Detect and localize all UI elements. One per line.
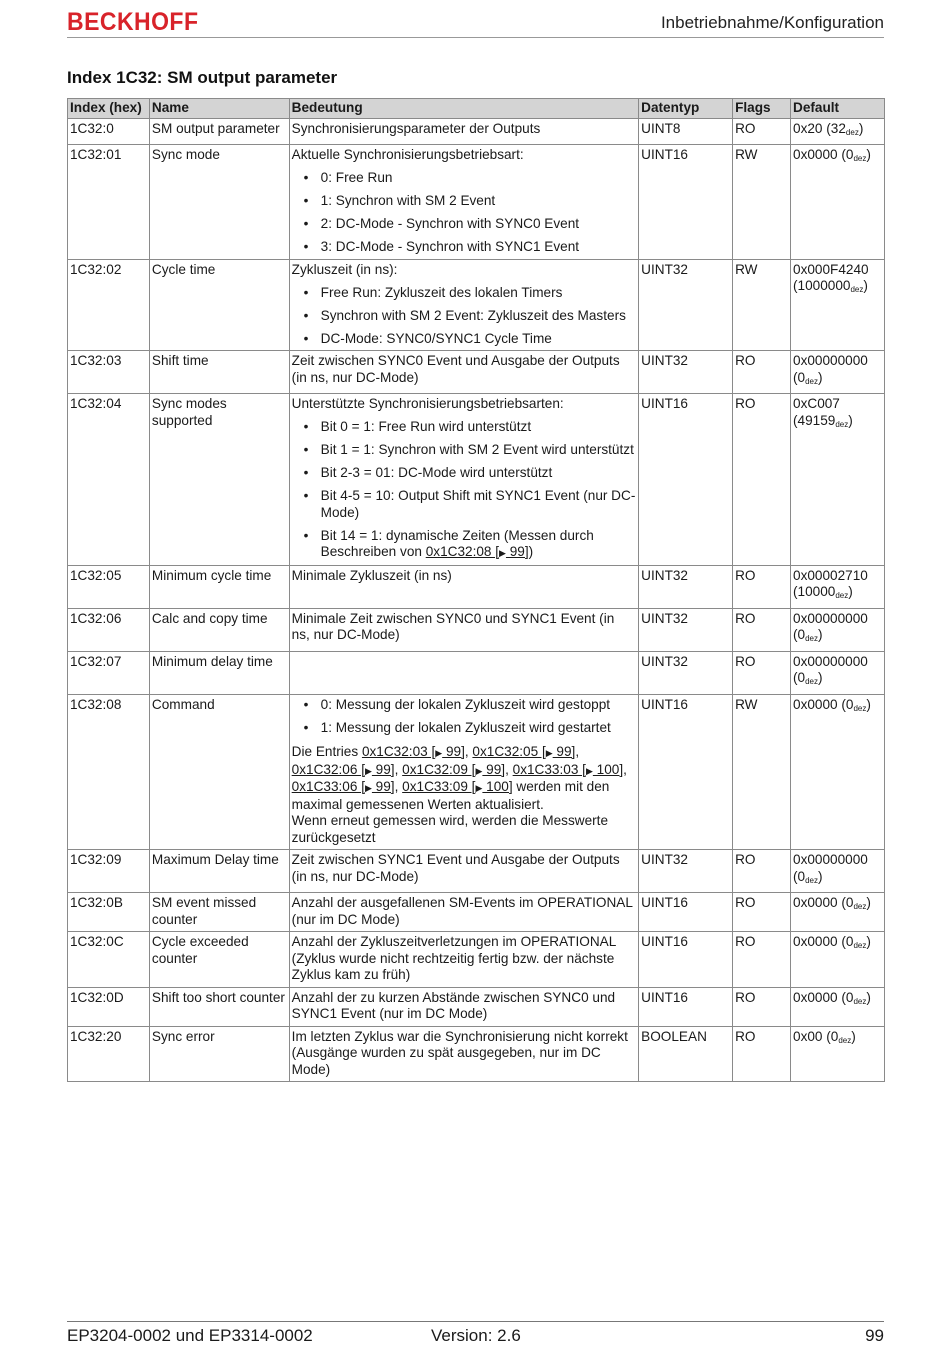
default-value: 0x0000 (0 <box>793 147 854 162</box>
dez-subscript: dez <box>835 419 849 429</box>
meaning-cell: Im letzten Zyklus war die Synchronisierung nicht korrekt (Ausgänge wurden zu spät ausgegeben, nur im DC Mode) <box>289 1026 638 1082</box>
default-cell <box>791 651 885 694</box>
name-cell: Calc and copy time <box>149 608 289 651</box>
datatype-cell: UINT32 <box>639 608 733 651</box>
flags-cell: RW <box>733 694 791 850</box>
column-header-default: Default <box>791 99 885 119</box>
default-cell <box>791 1026 885 1082</box>
default-decimal: (0 <box>793 868 806 884</box>
footer-product: EP3204-0002 und EP3314-0002 <box>67 1326 313 1345</box>
meaning-text: Aktuelle Synchronisierungsbetriebsart: <box>291 147 524 162</box>
default-decimal: (1000000 <box>793 278 851 293</box>
cross-reference-link[interactable] <box>362 744 465 759</box>
default-cell <box>791 850 885 893</box>
default-value: 0x0000 (0 <box>793 934 854 949</box>
default-value: 0x000F4240 <box>793 261 869 277</box>
meaning-cell: Zeit zwischen SYNC0 Event und Ausgabe der Outputs (in ns, nur DC-Mode) <box>289 351 638 394</box>
name-cell: Command <box>149 694 289 850</box>
meaning-cell: Minimale Zykluszeit (in ns) <box>289 565 638 608</box>
index-cell: 1C32:20 <box>68 1026 150 1082</box>
list-item: • Synchron with SM 2 Event: Zykluszeit des Masters <box>292 308 636 325</box>
list-item: • Bit 4-5 = 10: Output Shift mit SYNC1 Event (nur DC-Mode) <box>292 488 636 521</box>
index-cell: 1C32:03 <box>68 351 150 394</box>
default-close: ) <box>851 1028 856 1044</box>
dez-subscript: dez <box>805 677 819 686</box>
default-close: ) <box>818 627 823 642</box>
default-close: ) <box>866 989 871 1005</box>
table-row <box>68 259 885 351</box>
play-triangle-icon: ▶ <box>475 765 483 776</box>
column-header-meaning: Bedeutung <box>289 99 638 119</box>
play-triangle-icon: ▶ <box>475 783 483 793</box>
table-row <box>68 987 885 1026</box>
flags-cell: RW <box>733 259 791 351</box>
datatype-cell: UINT32 <box>639 565 733 608</box>
meaning-cell: Anzahl der ausgefallenen SM-Events im OPERATIONAL (nur im DC Mode) <box>289 893 638 932</box>
datatype-cell: UINT16 <box>639 893 733 932</box>
default-value: 0x00000000 <box>793 353 868 368</box>
datatype-cell: UINT16 <box>639 932 733 988</box>
table-row <box>68 651 885 694</box>
default-value: 0x00000000 <box>793 852 868 867</box>
meaning-cell: Minimale Zeit zwischen SYNC0 und SYNC1 Event (in ns, nur DC-Mode) <box>289 608 638 651</box>
table-row <box>68 351 885 394</box>
list-item-tail: ) <box>528 544 534 559</box>
table-row <box>68 565 885 608</box>
flags-cell: RO <box>733 932 791 988</box>
list-item: • Bit 0 = 1: Free Run wird unterstützt <box>292 419 636 436</box>
index-cell: 1C32:01 <box>68 145 150 260</box>
cross-reference-link[interactable] <box>426 544 529 559</box>
note-paragraph: Die Entries 0x1C32:03 [▶ 99], 0x1C32:05 [▶ 99], 0x1C32:06 [▶ 99], 0x1C32:09 [▶ 99], 0x1C33:03 [▶ 100], 0x1C33:06 [▶ 99], 0x1C33:09 [▶ 100] werden mit den maximal gemessenen Werten aktualisiert. Wenn erneut gemessen wird, werden die Messwerte zurückgesetzt <box>291 744 627 845</box>
default-close: ) <box>848 412 853 428</box>
play-triangle-icon: ▶ <box>364 765 372 776</box>
header-divider <box>67 37 884 38</box>
flags-cell: RO <box>733 351 791 394</box>
meaning-cell: Zeit zwischen SYNC1 Event und Ausgabe der Outputs (in ns, nur DC-Mode) <box>289 850 638 893</box>
flags-cell: RO <box>733 651 791 694</box>
datatype-cell: UINT16 <box>639 694 733 850</box>
name-cell: Shift too short counter <box>149 987 289 1026</box>
flags-cell: RO <box>733 394 791 566</box>
datatype-cell: UINT32 <box>639 850 733 893</box>
index-cell: 1C32:04 <box>68 394 150 566</box>
meaning-cell: Synchronisierungsparameter der Outputs <box>289 118 638 145</box>
index-cell: 1C32:09 <box>68 850 150 893</box>
name-cell: Shift time <box>149 351 289 394</box>
dez-subscript: dez <box>853 941 867 950</box>
page-number: 99 <box>865 1326 884 1345</box>
cross-reference-link[interactable] <box>472 744 575 759</box>
flags-cell: RO <box>733 118 791 145</box>
link-page: 100] <box>482 779 513 794</box>
table-row <box>68 694 885 850</box>
dez-subscript: dez <box>838 1035 852 1045</box>
name-cell: SM output parameter <box>149 118 289 145</box>
datatype-cell: UINT32 <box>639 651 733 694</box>
cross-reference-link[interactable] <box>402 762 505 777</box>
footer-version: Version: 2.6 <box>431 1326 521 1345</box>
default-decimal: (0 <box>793 670 806 685</box>
datatype-cell: BOOLEAN <box>639 1026 733 1082</box>
table-row <box>68 608 885 651</box>
dez-subscript: dez <box>853 996 867 1006</box>
default-close: ) <box>818 369 823 385</box>
dez-subscript: dez <box>853 154 867 163</box>
cross-reference-link[interactable] <box>292 762 395 777</box>
datatype-cell: UINT16 <box>639 987 733 1026</box>
default-cell <box>791 118 885 145</box>
table-row <box>68 850 885 893</box>
default-value: 0x0000 (0 <box>793 696 854 712</box>
name-cell: Sync mode <box>149 145 289 260</box>
play-triangle-icon: ▶ <box>499 548 506 558</box>
note-rest: werden mit den maximal gemessenen Werten aktualisiert. <box>291 779 610 812</box>
index-cell: 1C32:05 <box>68 565 150 608</box>
default-close: ) <box>848 584 853 599</box>
default-cell <box>791 145 885 260</box>
default-value: 0x00000000 <box>793 653 868 669</box>
default-close: ) <box>866 696 871 712</box>
default-close: ) <box>866 934 871 949</box>
list-item: • DC-Mode: SYNC0/SYNC1 Cycle Time <box>292 331 636 348</box>
list-item: • Bit 1 = 1: Synchron with SM 2 Event wird unterstützt <box>292 442 636 459</box>
default-value: 0x00002710 <box>793 567 868 583</box>
list-item: • 0: Messung der lokalen Zykluszeit wird gestoppt <box>292 697 636 714</box>
bullet-list <box>292 697 636 737</box>
link-page: 99] <box>552 744 576 759</box>
play-triangle-icon: ▶ <box>545 748 553 758</box>
datatype-cell: UINT8 <box>639 118 733 145</box>
dez-subscript: dez <box>853 902 867 911</box>
index-cell: 1C32:02 <box>68 259 150 351</box>
flags-cell: RO <box>733 565 791 608</box>
link-ref: 0x1C33:09 [ <box>402 779 476 794</box>
list-item: • 2: DC-Mode - Synchron with SYNC0 Event <box>292 216 636 233</box>
link-page: 99] <box>482 761 506 777</box>
dez-subscript: dez <box>805 875 819 885</box>
default-value: 0x00000000 <box>793 610 868 626</box>
index-cell: 1C32:0D <box>68 987 150 1026</box>
column-header-datatype: Datentyp <box>639 99 733 119</box>
list-item-text: Bit 14 = 1: dynamische Zeiten (Messen durch Beschreiben von <box>320 527 594 559</box>
link-ref: 0x1C32:06 [ <box>291 761 365 777</box>
dez-subscript: dez <box>845 127 859 137</box>
index-cell: 1C32:0 <box>68 118 150 145</box>
table-row <box>68 394 885 566</box>
flags-cell: RO <box>733 850 791 893</box>
default-cell <box>791 987 885 1026</box>
link-page: 99] <box>442 744 465 759</box>
default-cell <box>791 351 885 394</box>
name-cell: Minimum cycle time <box>149 565 289 608</box>
dez-subscript: dez <box>853 703 867 713</box>
default-cell <box>791 608 885 651</box>
footer-divider <box>67 1321 884 1322</box>
default-close: ) <box>866 147 871 162</box>
name-cell: Maximum Delay time <box>149 850 289 893</box>
datatype-cell: UINT16 <box>639 394 733 566</box>
play-triangle-icon: ▶ <box>435 748 443 758</box>
play-triangle-icon: ▶ <box>364 783 372 793</box>
column-header-flags: Flags <box>733 99 791 119</box>
list-item <box>292 528 636 562</box>
section-title: Index 1C32: SM output parameter <box>67 68 338 87</box>
bullet-list <box>292 170 636 256</box>
note-intro: Die Entries <box>291 744 362 759</box>
index-cell: 1C32:0C <box>68 932 150 988</box>
flags-cell: RO <box>733 1026 791 1082</box>
datatype-cell: UINT16 <box>639 145 733 260</box>
table-row <box>68 932 885 988</box>
default-close: ) <box>818 670 823 685</box>
beckhoff-logo: BECKHOFF <box>67 8 199 36</box>
default-decimal: (0 <box>793 369 806 385</box>
link-page: 99] <box>371 761 395 777</box>
index-cell: 1C32:08 <box>68 694 150 850</box>
meaning-cell: Anzahl der Zykluszeitverletzungen im OPERATIONAL (Zyklus wurde nicht rechtzeitig fertig bzw. der nächste Zyklus kam zu früh) <box>289 932 638 988</box>
meaning-text: Unterstützte Synchronisierungsbetriebsarten: <box>291 396 564 411</box>
name-cell: SM event missed counter <box>149 893 289 932</box>
default-cell <box>791 259 885 351</box>
link-page: 99] <box>371 779 395 794</box>
meaning-cell <box>289 394 638 566</box>
list-item: • Free Run: Zykluszeit des lokalen Timers <box>292 285 636 302</box>
column-header-name: Name <box>149 99 289 119</box>
cross-reference-link[interactable] <box>513 762 623 777</box>
default-close: ) <box>818 868 823 884</box>
dez-subscript: dez <box>835 591 849 600</box>
meaning-cell <box>289 259 638 351</box>
name-cell: Minimum delay time <box>149 651 289 694</box>
datatype-cell: UINT32 <box>639 351 733 394</box>
cross-reference-link[interactable] <box>292 779 395 794</box>
table-row <box>68 893 885 932</box>
default-cell <box>791 565 885 608</box>
bullet-list <box>292 419 636 562</box>
dez-subscript: dez <box>850 285 864 294</box>
name-cell: Cycle time <box>149 259 289 351</box>
index-cell: 1C32:0B <box>68 893 150 932</box>
flags-cell: RO <box>733 893 791 932</box>
default-close: ) <box>858 120 864 136</box>
default-value: 0x0000 (0 <box>793 895 854 910</box>
table-row <box>68 118 885 145</box>
link-page: 100] <box>592 761 624 777</box>
meaning-text: Zykluszeit (in ns): <box>291 261 398 277</box>
datatype-cell: UINT32 <box>639 259 733 351</box>
play-triangle-icon: ▶ <box>585 765 593 776</box>
note-line2: Wenn erneut gemessen wird, werden die Messwerte zurückgesetzt <box>291 813 609 845</box>
default-value: 0x20 (32 <box>793 120 846 136</box>
default-cell <box>791 893 885 932</box>
default-value: 0x0000 (0 <box>793 989 854 1005</box>
list-item: • Bit 2-3 = 01: DC-Mode wird unterstützt <box>292 465 636 482</box>
flags-cell: RW <box>733 145 791 260</box>
flags-cell: RO <box>733 987 791 1026</box>
default-decimal: (0 <box>793 627 806 642</box>
link-ref: 0x1C33:06 [ <box>291 779 365 794</box>
meaning-cell <box>289 694 638 850</box>
default-decimal: (10000 <box>793 584 836 599</box>
cross-reference-link[interactable] <box>402 779 512 794</box>
link-page: 99] <box>505 544 529 559</box>
name-cell: Sync error <box>149 1026 289 1082</box>
index-cell: 1C32:07 <box>68 651 150 694</box>
default-cell <box>791 932 885 988</box>
default-value: 0x00 (0 <box>793 1028 839 1044</box>
meaning-cell: Anzahl der zu kurzen Abstände zwischen SYNC0 und SYNC1 Event (nur im DC Mode) <box>289 987 638 1026</box>
link-ref: 0x1C32:09 [ <box>402 761 476 777</box>
dez-subscript: dez <box>805 376 819 386</box>
meaning-cell <box>289 145 638 260</box>
parameter-table <box>67 98 885 1082</box>
table-header-row <box>68 99 885 119</box>
list-item: • 1: Synchron with SM 2 Event <box>292 193 636 210</box>
meaning-cell <box>289 651 638 694</box>
default-close: ) <box>866 895 871 910</box>
table-row <box>68 1026 885 1082</box>
list-item: • 1: Messung der lokalen Zykluszeit wird gestartet <box>292 720 636 737</box>
index-cell: 1C32:06 <box>68 608 150 651</box>
dez-subscript: dez <box>805 634 819 643</box>
table-row <box>68 145 885 260</box>
default-decimal: (49159 <box>793 412 836 428</box>
default-cell <box>791 394 885 566</box>
name-cell: Cycle exceeded counter <box>149 932 289 988</box>
bullet-list <box>292 285 636 348</box>
default-value: 0xC007 <box>793 396 840 411</box>
column-header-index: Index (hex) <box>68 99 150 119</box>
default-close: ) <box>863 278 868 293</box>
list-item: • 3: DC-Mode - Synchron with SYNC1 Event <box>292 239 636 256</box>
link-ref: 0x1C32:08 [ <box>425 544 500 559</box>
flags-cell: RO <box>733 608 791 651</box>
name-cell: Sync modes supported <box>149 394 289 566</box>
link-ref: 0x1C32:03 [ <box>361 744 436 759</box>
link-ref: 0x1C33:03 [ <box>512 761 586 777</box>
default-cell <box>791 694 885 850</box>
link-ref: 0x1C32:05 [ <box>472 744 546 759</box>
list-item: • 0: Free Run <box>292 170 636 187</box>
header-title: Inbetriebnahme/Konfiguration <box>660 13 884 32</box>
